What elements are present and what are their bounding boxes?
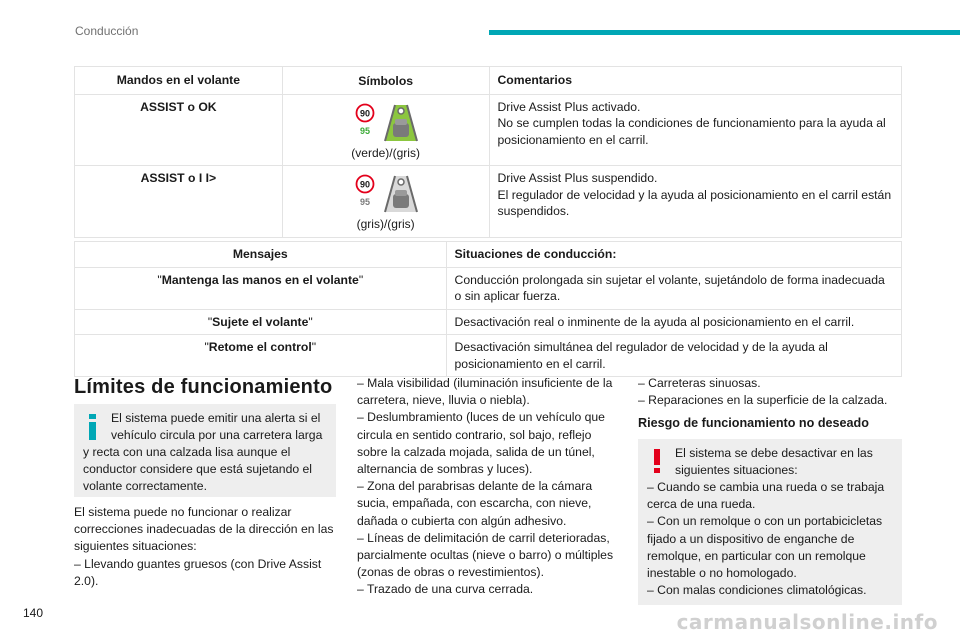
list-item: – Llevando guantes gruesos (con Drive Assist 2.0).: [74, 556, 322, 588]
list-dash: –: [357, 582, 364, 597]
situation-cell: Desactivación real o inminente de la ayuda al posicionamiento en el carril.: [446, 309, 901, 335]
list-item: – Deslumbramiento (luces de un vehículo que circula en sentido contrario, sol bajo, reflejo sobre la calzada mojada, salida de un túnel, alternancia de sombras y luces).: [357, 410, 605, 477]
speed-limit-text: 90: [359, 108, 370, 118]
message-text: Retome el control: [208, 340, 312, 354]
comment-line: Drive Assist Plus suspendido.: [497, 171, 658, 185]
symbol-caption: (verde)/(gris): [351, 145, 420, 160]
table-row: [75, 166, 902, 238]
control-cell: ASSIST o OK: [75, 94, 283, 166]
list-dash: –: [647, 514, 654, 529]
info-icon: [87, 414, 99, 444]
list-dash: –: [638, 376, 645, 390]
list-item: – Líneas de delimitación de carril deterioradas, parcialmente ocultas (nieve o barro) o múltiples (zonas de obras o revestimientos).: [357, 530, 614, 580]
symbol-cell: [282, 166, 489, 238]
watermark: carmanualsonline.info: [676, 610, 938, 634]
list-item: – Cuando se cambia una rueda o se trabaja cerca de una rueda.: [647, 480, 885, 512]
message-text: Mantenga las manos en el volante: [161, 272, 359, 287]
table-row: [75, 335, 902, 377]
list-item: – Trazado de una curva cerrada.: [357, 582, 534, 597]
warning-note: [638, 439, 902, 606]
drive-assist-suspended-icon: [351, 172, 421, 214]
risk-subtitle: Riesgo de funcionamiento no deseado: [638, 416, 869, 431]
message-cell: "Sujete el volante": [75, 309, 447, 335]
list-dash: –: [647, 583, 654, 598]
situation-cell: Conducción prolongada sin sujetar el volante, sujetándolo de forma inadecuada o sin aplicar fuerza.: [446, 267, 901, 309]
column-header-comments: Comentarios: [489, 67, 902, 95]
warning-icon: [651, 449, 663, 479]
section-title: Límites de funcionamiento: [74, 376, 333, 398]
table-row: [75, 267, 902, 309]
message-cell: "Mantenga las manos en el volante": [75, 267, 447, 309]
comment-line: No se cumplen todas la condiciones de funcionamiento para la ayuda al posicionamiento en el carril.: [497, 116, 886, 147]
set-speed-text: 95: [359, 125, 370, 136]
list-item: – Reparaciones en la superficie de la calzada.: [638, 393, 888, 408]
table-header-row: [75, 67, 902, 95]
table-row: [75, 94, 902, 166]
list-item: – Carreteras sinuosas.: [638, 376, 761, 390]
list-item: – Con malas condiciones climatológicas.: [647, 583, 867, 598]
symbol-caption: (gris)/(gris): [356, 217, 415, 231]
column-header-controls: Mandos en el volante: [75, 67, 283, 95]
message-cell: "Retome el control": [75, 335, 447, 377]
situation-cell: Desactivación simultánea del regulador de velocidad y de la ayuda al posicionamiento en el carril.: [446, 335, 901, 377]
info-note-text: El sistema puede emitir una alerta si el vehículo circula por una carretera larga y recta con una calzada lisa aunque el conductor considere que está sujetando el volante correctamente.: [83, 411, 323, 493]
set-speed-text: 95: [359, 197, 370, 207]
list-dash: –: [357, 410, 364, 425]
messages-table: [74, 241, 902, 377]
comment-line: Drive Assist Plus activado.: [497, 99, 641, 114]
steering-controls-table: [74, 66, 902, 238]
limits-intro: El sistema puede no funcionar o realizar correcciones inadecuadas de la dirección en las siguientes situaciones:: [74, 505, 334, 554]
comment-cell: [489, 94, 902, 166]
header-accent-bar: [489, 30, 960, 35]
control-cell: ASSIST o I I>: [75, 166, 283, 238]
list-item: – Mala visibilidad (iluminación insuficiente de la carretera, nieve, lluvia o niebla).: [357, 376, 613, 408]
column-header-situations: Situaciones de conducción:: [446, 242, 901, 268]
list-dash: –: [638, 393, 645, 408]
speed-limit-text: 90: [359, 179, 370, 190]
info-note: [74, 404, 336, 497]
limits-column-2: [357, 375, 619, 599]
list-dash: –: [74, 556, 81, 571]
limits-column-3: [638, 375, 902, 605]
column-header-symbols: Símbolos: [282, 67, 489, 95]
list-dash: –: [357, 479, 364, 494]
warning-intro: El sistema se debe desactivar en las siguientes situaciones:: [675, 445, 873, 477]
comment-cell: [489, 166, 902, 238]
list-dash: –: [647, 480, 654, 495]
message-text: Sujete el volante: [212, 314, 309, 329]
list-dash: –: [357, 530, 364, 545]
symbol-cell: [282, 94, 489, 166]
table-header-row: [75, 242, 902, 268]
page-number: 140: [23, 606, 44, 620]
list-item: – Zona del parabrisas delante de la cámara sucia, empañada, con escarcha, con nieve, dañada o cubierta con algún adhesivo.: [357, 479, 593, 528]
list-item: – Con un remolque o con un portabicicletas fijado a un dispositivo de enganche de remolque, en particular con un remolque inestable o no homologado.: [647, 514, 883, 581]
drive-assist-active-icon: [351, 101, 421, 143]
header-section-title: Conducción: [75, 24, 139, 38]
column-header-messages: Mensajes: [75, 242, 447, 268]
table-row: [75, 309, 902, 335]
limits-column-1: [74, 504, 338, 590]
comment-line: El regulador de velocidad y la ayuda al posicionamiento en el carril están suspendidos.: [497, 187, 892, 218]
list-dash: –: [357, 376, 364, 390]
